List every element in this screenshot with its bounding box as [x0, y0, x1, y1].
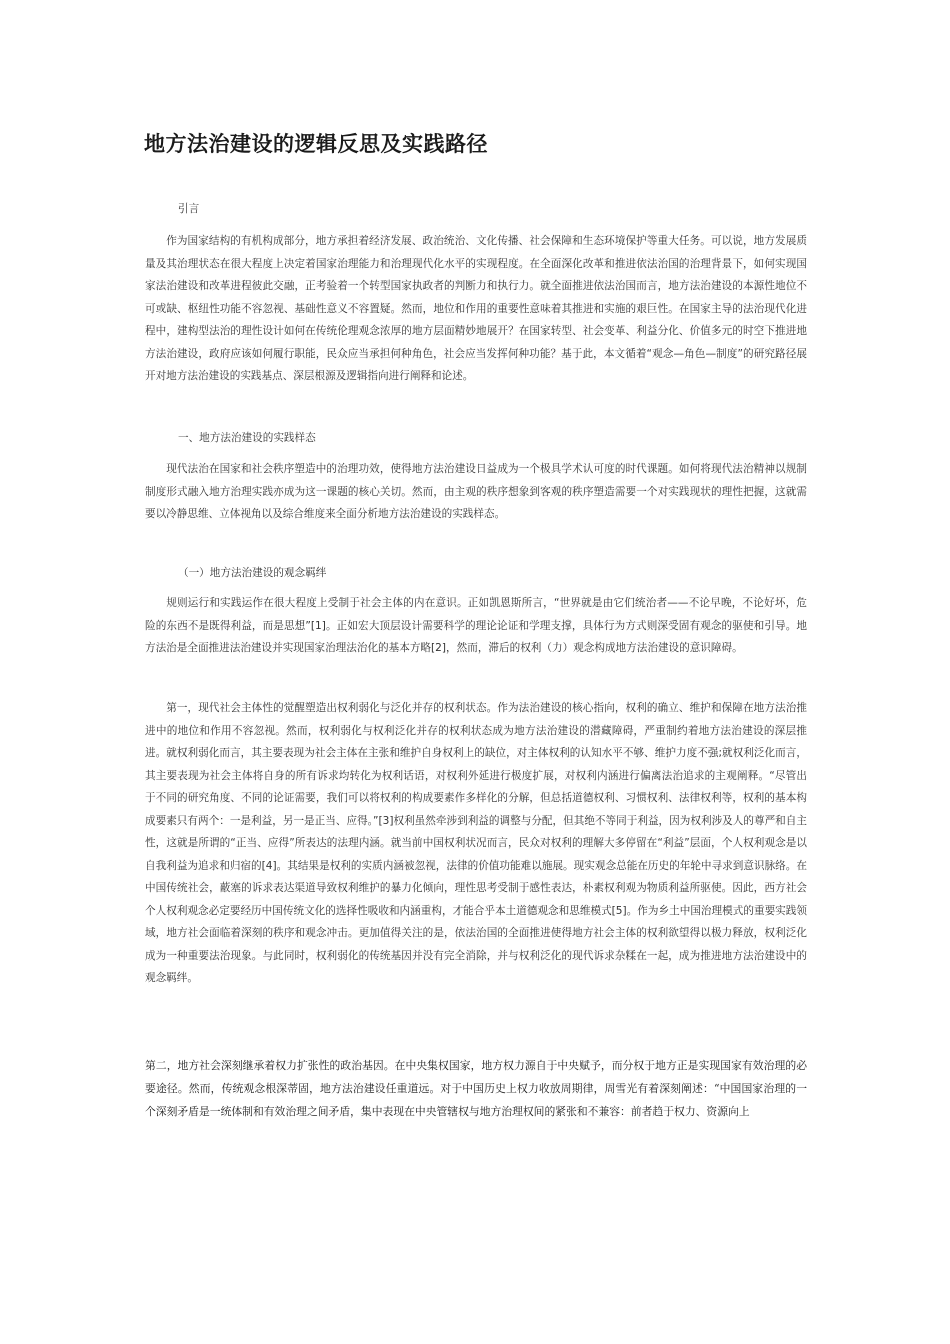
intro-heading: 引言: [178, 203, 200, 215]
intro-paragraph: 作为国家结构的有机构成部分，地方承担着经济发展、政治统治、文化传播、社会保障和生态环境保护等重大任务。可以说，地方发展质量及其治理状态在很大程度上决定着国家治理能力和治理现代化水平的实现程度。在全面深化改革和推进依法治国的治理背景下，如何实现国家法治建设和改革进程彼此交融，正考验着一个转型国家执政者的判断力和执行力。就全面推进依法治国而言，地方法治建设的本源性地位不可或缺、枢纽性功能不容忽视、基础性意义不容置疑。然而，地位和作用的重要性意味着其推进和实施的艰巨性。在国家主导的法治现代化进程中，建构型法治的理性设计如何在传统伦理观念浓厚的地方层面精妙地展开？在国家转型、社会变革、利益分化、价值多元的时空下推进地方法治建设，政府应该如何履行职能，民众应当承担何种角色，社会应当发挥何种功能？基于此，本文循着“观念—角色—制度”的研究路径展开对地方法治建设的实践基点、深层根源及逻辑指向进行阐释和论述。: [145, 235, 807, 382]
section-1-paragraph: 现代法治在国家和社会秩序塑造中的治理功效，使得地方法治建设日益成为一个极具学术认可度的时代课题。如何将现代法治精神以规制制度形式融入地方治理实践亦成为这一课题的核心关切。然而，由主观的秩序想象到客观的秩序塑造需要一个对实践现状的理性把握，这就需要以冷静思维、立体视角以及综合维度来全面分析地方法治建设的实践样态。: [145, 463, 807, 520]
document-title: 地方法治建设的逻辑反思及实践路径: [144, 132, 488, 156]
second-point-paragraph: 第二，地方社会深刻继承着权力扩张性的政治基因。在中央集权国家，地方权力源自于中央赋予，而分权于地方正是实现国家有效治理的必要途径。然而，传统观念根深蒂固，地方法治建设任重道远。对于中国历史上权力收放周期律，周雪光有着深刻阐述：“中国国家治理的一个深刻矛盾是一统体制和有效治理之间矛盾，集中表现在中央管辖权与地方治理权间的紧张和不兼容：前者趋于权力、资源向上: [145, 1059, 807, 1118]
subsection-1-paragraph: 规则运行和实践运作在很大程度上受制于社会主体的内在意识。正如凯恩斯所言，“世界就是由它们统治者——不论早晚，不论好坏，危险的东西不是既得利益，而是思想”[1]。正如宏大顶层设计需要科学的理论论证和学理支撑，具体行为方式则深受固有观念的驱使和引导。地方法治是全面推进法治建设并实现国家治理法治化的基本方略[2]，然而，滞后的权利（力）观念构成地方法治建设的意识障碍。: [145, 597, 807, 654]
subsection-1-heading: （一）地方法治建设的观念羁绊: [178, 567, 327, 579]
section-1-heading: 一、地方法治建设的实践样态: [178, 432, 316, 444]
first-point-paragraph: 第一，现代社会主体性的觉醒塑造出权利弱化与泛化并存的权利状态。作为法治建设的核心指向，权利的确立、维护和保障在地方法治推进中的地位和作用不容忽视。然而，权利弱化与权利泛化并存的权利状态成为地方法治建设的潜藏障碍，严重制约着地方法治建设的深层推进。就权利弱化而言，其主要表现为社会主体在主张和维护自身权利上的缺位，对主体权利的认知水平不够、维护力度不强;就权利泛化而言，其主要表现为社会主体将自身的所有诉求均转化为权利话语，对权利外延进行极度扩展，对权利内涵进行偏离法治追求的主观阐释。“尽管出于不同的研究角度、不同的论证需要，我们可以将权利的构成要素作多样化的分解，但总括道德权利、习惯权利、法律权利等，权利的基本构成要素只有两个：一是利益，另一是正当、应得。”[3]权利虽然牵涉到利益的调整与分配，但其绝不等同于利益，因为权利涉及人的尊严和自主性，这就是所谓的“正当、应得”所表达的法理内涵。就当前中国权利状况而言，民众对权利的理解大多停留在“利益”层面，个人权利观念是以自我利益为追求和归宿的[4]。其结果是权利的实质内涵被忽视，法律的价值功能难以施展。现实观念总能在历史的年轮中寻求到意识脉络。在中国传统社会，蔽塞的诉求表达渠道导致权利维护的暴力化倾向，理性思考受制于感性表达，朴素权利观为物质利益所驱使。因此，西方社会个人权利观念必定要经历中国传统文化的选择性吸收和内涵重构，才能合乎本土道德观念和思维模式[5]。作为乡土中国治理模式的重要实践领域，地方社会面临着深刻的秩序和观念冲击。更加值得关注的是，依法治国的全面推进使得地方社会主体的权利欲望得以极力释放，权利泛化成为一种重要法治现象。与此同时，权利弱化的传统基因并没有完全消除，并与权利泛化的现代诉求杂糅在一起，成为推进地方法治建设中的观念羁绊。: [145, 702, 807, 984]
